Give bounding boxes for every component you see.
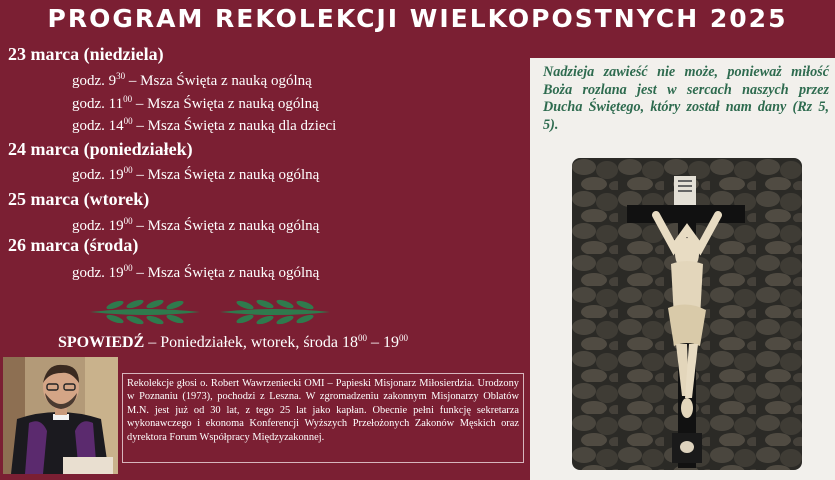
schedule-item: godz. $19^{00}$ – Msza Święta z nauką ogólną <box>72 263 320 281</box>
day-heading: 26 marca (środa) <box>8 235 139 255</box>
schedule-item: godz. $14^{00}$ – Msza Święta z nauką dla dzieci <box>72 116 337 134</box>
laurel-ornament-icon <box>85 297 335 327</box>
schedule-item: godz. $9^{30}$ – Msza Święta z nauką ogólną <box>72 71 312 89</box>
day-heading: 25 marca (wtorek) <box>8 189 150 209</box>
crucifix-image <box>572 158 802 470</box>
day-heading: 24 marca (poniedziałek) <box>8 139 193 159</box>
preacher-bio: Rekolekcje głosi o. Robert Wawrzeniecki OMI – Papieski Misjonarz Miłosierdzia. Urodzony w Poznaniu (1973), pochodzi z Leszna. W zgromadzeniu zakonnym Misjonarzy Oblatów M.N. jest już od 30 lat, z tego 25 lat jako kapłan. Obecnie pełni funkcję sekretarza wykonawczego i ekonoma Konferencji Wyższych Przełożonych Zakonów Męskich oraz dyrektora Forum Współpracy Międzyzakonnej. <box>122 373 524 463</box>
scripture-quote: Nadzieja zawieść nie może, ponieważ miłość Boża rozlana jest w sercach naszych przez Ducha Świętego, który został nam dany (Rz 5, 5). <box>543 64 829 133</box>
schedule-item: godz. $11^{00}$ – Msza Święta z nauką ogólną <box>72 94 319 112</box>
schedule-item: godz. $19^{00}$ – Msza Święta z nauką ogólną <box>72 216 320 234</box>
priest-photo <box>3 357 118 474</box>
page-title: PROGRAM REKOLEKCJI WIELKOPOSTNYCH 2025 <box>47 4 788 33</box>
schedule-item: godz. $19^{00}$ – Msza Święta z nauką ogólną <box>72 165 320 183</box>
confession-line: SPOWIEDŹ – Poniedziałek, wtorek, środa $18^{00} - 19^{00}$ <box>58 333 408 351</box>
day-heading: 23 marca (niedziela) <box>8 44 164 64</box>
